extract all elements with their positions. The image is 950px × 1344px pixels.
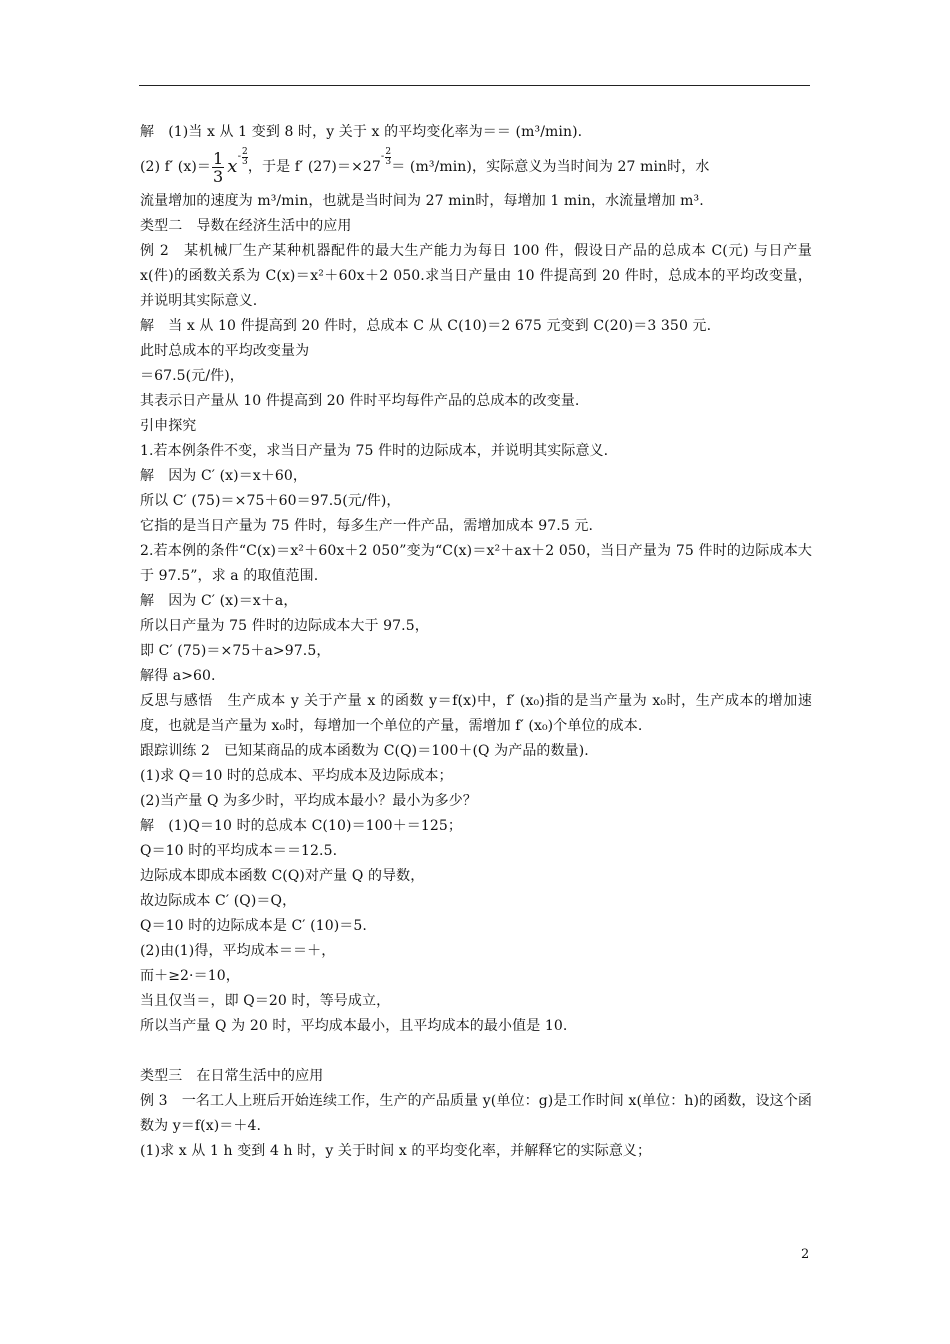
paragraph: (1)求 x 从 1 h 变到 4 h 时，y 关于时间 x 的平均变化率，并解释它的实际意义； [140, 1143, 652, 1159]
fraction-denominator: 3 [213, 166, 224, 186]
exponent-numerator-2: 2 [385, 146, 392, 157]
paragraph: (2)当产量 Q 为多少时，平均成本最小？最小为多少？ [140, 793, 477, 809]
page-number: 2 [801, 1247, 810, 1262]
paragraph: 1.若本例条件不变，求当日产量为 75 件时的边际成本，并说明其实际意义. [140, 443, 609, 459]
formula-variable: x [227, 156, 238, 177]
paragraph: 解 因为 C′ (x)＝x＋60， [140, 468, 308, 484]
paragraph: 它指的是当日产量为 75 件时，每多生产一件产品，需增加成本 97.5 元. [140, 518, 594, 534]
paragraph: 2.若本例的条件“C(x)＝x²＋60x＋2 050”变为“C(x)＝x²＋ax＋2 050，当日产量为 75 件时的边际成本大于 97.5”，求 a 的取值范围. [140, 543, 812, 584]
paragraph: 故边际成本 C′ (Q)＝Q， [140, 893, 297, 909]
paragraph: (2)由(1)得，平均成本＝＝＋， [140, 943, 336, 959]
document-body [140, 120, 812, 1164]
exponent-numerator: 2 [242, 146, 248, 157]
exponent-fraction-2 [385, 148, 391, 167]
reflection-paragraph: 反思与感悟 生产成本 y 关于产量 x 的函数 y＝f(x)中，f′ (x₀)指的是当产量为 x₀时，生产成本的增加速度，也就是当产量为 x₀时，每增加一个单位的产量，需增加 f′ (x₀)个单位的成本. [140, 693, 812, 734]
paragraph: 解 当 x 从 10 件提高到 20 件时，总成本 C 从 C(10)＝2 675 元变到 C(20)＝3 350 元. [140, 318, 712, 334]
paragraph: 解得 a>60. [140, 668, 216, 684]
fraction [212, 150, 224, 185]
fraction-numerator: 1 [213, 148, 224, 168]
example-paragraph: 例 3 一名工人上班后开始连续工作，生产的产品质量 y(单位：g)是工作时间 x(单位：h)的函数，设这个函数为 y＝f(x)＝＋4. [140, 1093, 812, 1134]
exponent-sign: - [237, 151, 242, 162]
exponent-denominator: 3 [242, 156, 248, 167]
paragraph: 跟踪训练 2 已知某商品的成本函数为 C(Q)＝100＋(Q 为产品的数量). [140, 743, 589, 759]
paragraph: 解 (1)Q＝10 时的总成本 C(10)＝100＋＝125； [140, 818, 463, 834]
formula-prefix: (2) f′ (x)＝ [140, 159, 212, 175]
exponent-fraction [242, 148, 248, 167]
exponent-sign-2: - [380, 151, 385, 162]
formula-middle: ，于是 f′ (27)＝×27 [247, 159, 381, 175]
formula-suffix: ＝ (m³/min)，实际意义为当时间为 27 min时，水 [391, 159, 710, 175]
paragraph: 所以 C′ (75)＝×75＋60＝97.5(元/件)， [140, 493, 401, 509]
paragraph: 边际成本即成本函数 C(Q)对产量 Q 的导数， [140, 868, 425, 884]
section-heading: 引申探究 [140, 418, 197, 434]
paragraph: 所以日产量为 75 件时的边际成本大于 97.5， [140, 618, 429, 634]
section-heading: 类型三 在日常生活中的应用 [140, 1068, 324, 1084]
paragraph: 当且仅当＝，即 Q＝20 时，等号成立， [140, 993, 391, 1009]
exponent-denominator-2: 3 [385, 156, 392, 167]
example-paragraph: 例 2 某机械厂生产某种机器配件的最大生产能力为每日 100 件，假设日产品的总成本 C(元) 与日产量 x(件)的函数关系为 C(x)＝x²＋60x＋2 050.求当日产量由 10 件提高到 20 件时，总成本的平均改变量，并说明其实际意义. [140, 243, 812, 309]
formula-line [140, 145, 812, 189]
paragraph: Q＝10 时的平均成本＝＝12.5. [140, 843, 338, 859]
paragraph: (1)求 Q＝10 时的总成本、平均成本及边际成本； [140, 768, 453, 784]
paragraph: 其表示日产量从 10 件提高到 20 件时平均每件产品的总成本的改变量. [140, 393, 580, 409]
header-rule [139, 85, 810, 86]
paragraph: ＝67.5(元/件)， [140, 368, 244, 384]
section-heading: 类型二 导数在经济生活中的应用 [140, 218, 352, 234]
paragraph: 而＋≥2·＝10， [140, 968, 240, 984]
paragraph: Q＝10 时的边际成本是 C′ (10)＝5. [140, 918, 367, 934]
paragraph: 即 C′ (75)＝×75＋a>97.5， [140, 643, 331, 659]
paragraph: 流量增加的速度为 m³/min，也就是当时间为 27 min时，每增加 1 min，水流量增加 m³. [140, 193, 704, 209]
spacer [140, 1039, 812, 1064]
paragraph: 解 (1)当 x 从 1 变到 8 时，y 关于 x 的平均变化率为＝＝ (m³/min). [140, 124, 583, 140]
paragraph: 此时总成本的平均改变量为 [140, 343, 310, 359]
paragraph: 解 因为 C′ (x)＝x＋a， [140, 593, 298, 609]
paragraph: 所以当产量 Q 为 20 时，平均成本最小，且平均成本的最小值是 10. [140, 1018, 568, 1034]
